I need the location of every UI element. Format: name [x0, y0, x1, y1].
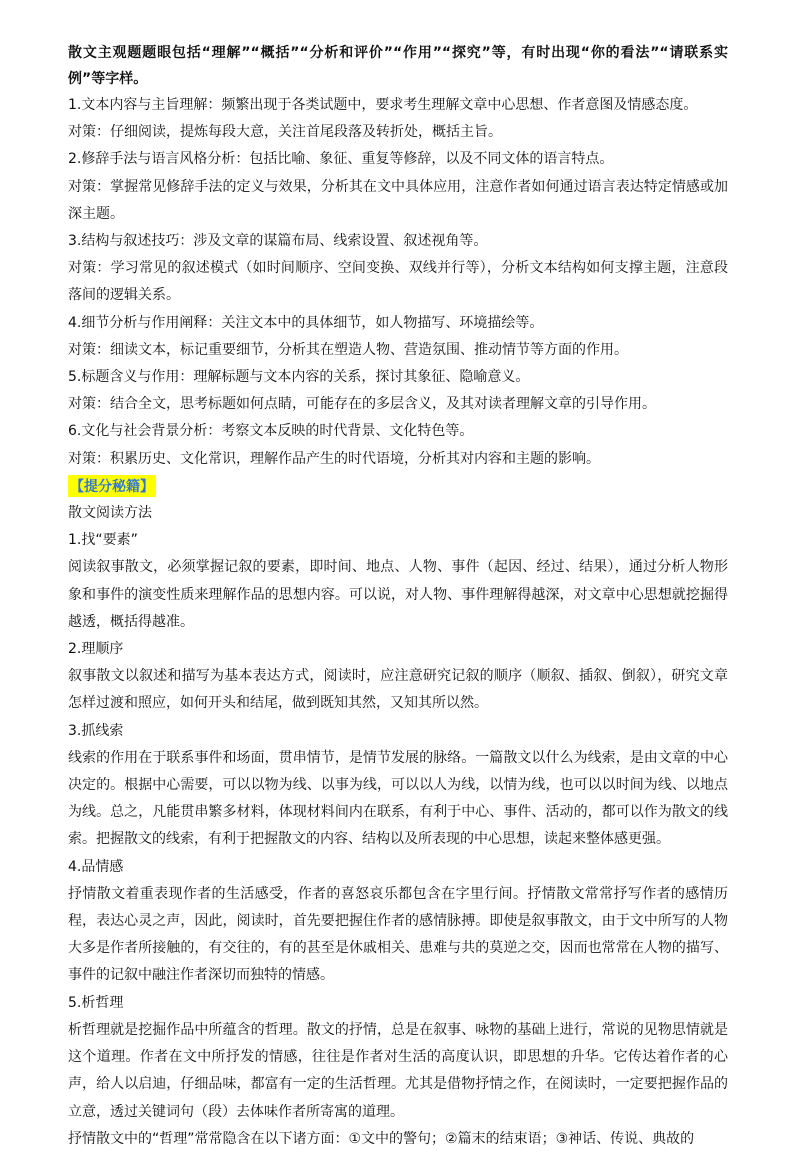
- item-5-title: 5.标题含义与作用：理解标题与文本内容的关系，探讨其象征、隐喻意义。: [68, 369, 530, 386]
- method-4-body: 抒情散文着重表现作者的生活感受，作者的喜怒哀乐都包含在字里行间。抒情散文常常抒写作者的感情历程，表达心灵之声，因此，阅读时，首先要把握住作者的感情脉搏。即使是叙事散文，由于文中所写的人物大多是作者所接触的，有交往的，有的甚至是休戚相关、患难与共的莫逆之交，因而也常常在人物的描写、事件的记叙中融注作者深切而独特的情感。: [68, 885, 728, 984]
- method-title: 散文阅读方法: [68, 505, 152, 522]
- method-4-heading: 4.品情感: [68, 858, 124, 875]
- method-2-body: 叙事散文以叙述和描写为基本表达方式，阅读时，应注意研究记叙的顺序（顺叙、插叙、倒叙），研究文章怎样过渡和照应，如何开头和结尾，做到既知其然，又知其所以然。: [68, 668, 728, 712]
- item-1-strategy: 对策：仔细阅读，提炼每段大意，关注首尾段落及转折处，概括主旨。: [68, 124, 502, 141]
- document-page: [68, 40, 728, 1153]
- intro-paragraph: 散文主观题题眼包括“理解”“概括”“分析和评价”“作用”“探究”等，有时出现“你的看法”“请联系实例”等字样。: [68, 45, 728, 87]
- method-3-heading: 3.抓线索: [68, 722, 124, 739]
- method-3-body: 线索的作用在于联系事件和场面，贯串情节，是情节发展的脉络。一篇散文以什么为线索，是由文章的中心决定的。根据中心需要，可以以物为线、以事为线，可以以人为线，以情为线，也可以以时间为线、以地点为线。总之，凡能贯串繁多材料，体现材料间内在联系，有利于中心、事件、活动的，都可以作为散文的线索。把握散文的线索，有利于把握散文的内容、结构以及所表现的中心思想，读起来整体感更强。: [68, 749, 728, 848]
- method-2-heading: 2.理顺序: [68, 641, 124, 658]
- item-4-strategy: 对策：细读文本，标记重要细节，分析其在塑造人物、营造氛围、推动情节等方面的作用。: [68, 341, 628, 358]
- method-5-body: 析哲理就是挖掘作品中所蕴含的哲理。散文的抒情，总是在叙事、咏物的基础上进行，常说的见物思情就是这个道理。作者在文中所抒发的情感，往往是作者对生活的高度认识，即思想的升华。它传达着作者的心声，给人以启迪，仔细品味，都富有一定的生活哲理。尤其是借物抒情之作，在阅读时，一定要把握作品的立意，透过关键词句（段）去体味作者所寄寓的道理。: [68, 1021, 728, 1120]
- item-2-title: 2.修辞手法与语言风格分析：包括比喻、象征、重复等修辞，以及不同文体的语言特点。: [68, 151, 614, 168]
- item-3-title: 3.结构与叙述技巧：涉及文章的谋篇布局、线索设置、叙述视角等。: [68, 233, 488, 250]
- item-6-title: 6.文化与社会背景分析：考察文本反映的时代背景、文化特色等。: [68, 423, 474, 440]
- item-1-title: 1.文本内容与主旨理解：频繁出现于各类试题中，要求考生理解文章中心思想、作者意图及情感态度。: [68, 97, 698, 113]
- item-3-strategy: 对策：学习常见的叙述模式（如时间顺序、空间变换、双线并行等），分析文本结构如何支撑主题，注意段落间的逻辑关系。: [68, 260, 728, 304]
- item-5-strategy: 对策：结合全文，思考标题如何点睛，可能存在的多层含义，及其对读者理解文章的引导作用。: [68, 396, 656, 413]
- method-1-heading: 1.找“要素”: [68, 532, 138, 549]
- item-6-strategy: 对策：积累历史、文化常识，理解作品产生的时代语境，分析其对内容和主题的影响。: [68, 450, 600, 467]
- last-line: 抒情散文中的“哲理”常常隐含在以下诸方面：①文中的警句；②篇末的结束语；③神话、传说、典故的: [68, 1130, 695, 1147]
- method-1-body: 阅读叙事散文，必须掌握记叙的要素，即时间、地点、人物、事件（起因、经过、结果），通过分析人物形象和事件的演变性质来理解作品的思想内容。可以说，对人物、事件理解得越深，对文章中心思想就挖掘得越透，概括得越准。: [68, 559, 728, 630]
- method-5-heading: 5.析哲理: [68, 994, 124, 1011]
- highlight-row: [68, 473, 728, 500]
- item-2-strategy: 对策：掌握常见修辞手法的定义与效果，分析其在文中具体应用，注意作者如何通过语言表达特定情感或加深主题。: [68, 178, 728, 222]
- item-4-title: 4.细节分析与作用阐释：关注文本中的具体细节，如人物描写、环境描绘等。: [68, 314, 544, 331]
- highlight-heading: 【提分秘籍】: [68, 475, 156, 497]
